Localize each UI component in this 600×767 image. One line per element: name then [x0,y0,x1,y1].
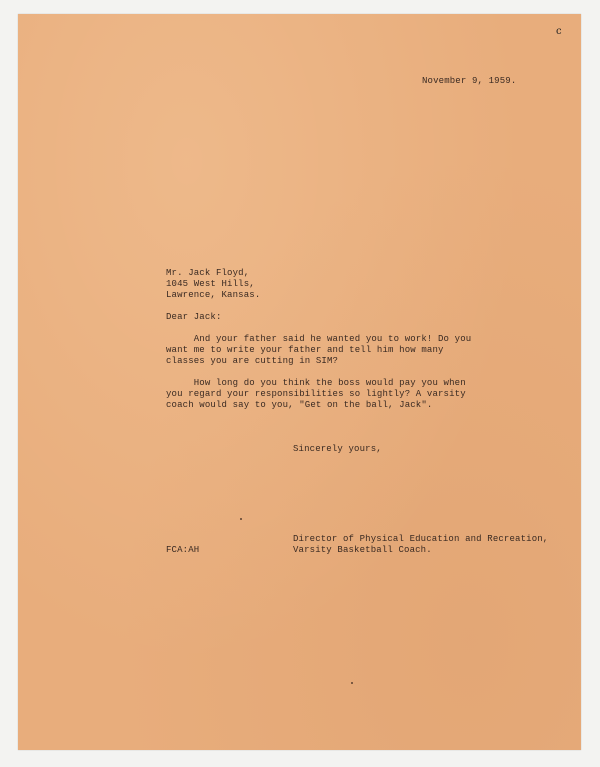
paragraph-2-line-3: coach would say to you, "Get on the ball, Jack". [166,400,433,410]
paper-speck [351,682,353,684]
recipient-city: Lawrence, Kansas. [166,290,261,300]
typist-initials: FCA:AH [166,545,200,555]
paragraph-1-line-2: want me to write your father and tell him how many [166,345,444,355]
paragraph-1-line-1: And your father said he wanted you to work! Do you [166,334,472,344]
corner-mark: c [556,26,562,37]
paragraph-2-line-1: How long do you think the boss would pay you when [166,378,466,388]
paragraph-2-line-2: you regard your responsibilities so lightly? A varsity [166,389,466,399]
closing: Sincerely yours, [293,444,382,454]
recipient-name: Mr. Jack Floyd, [166,268,250,278]
recipient-street: 1045 West Hills, [166,279,255,289]
signature-title-line-2: Varsity Basketball Coach. [293,545,432,555]
letter-page [18,14,581,750]
paper-speck [240,518,242,520]
letter-date: November 9, 1959. [422,76,517,86]
signature-title-line-1: Director of Physical Education and Recreation, [293,534,549,544]
paragraph-1-line-3: classes you are cutting in SIM? [166,356,339,366]
salutation: Dear Jack: [166,312,222,322]
